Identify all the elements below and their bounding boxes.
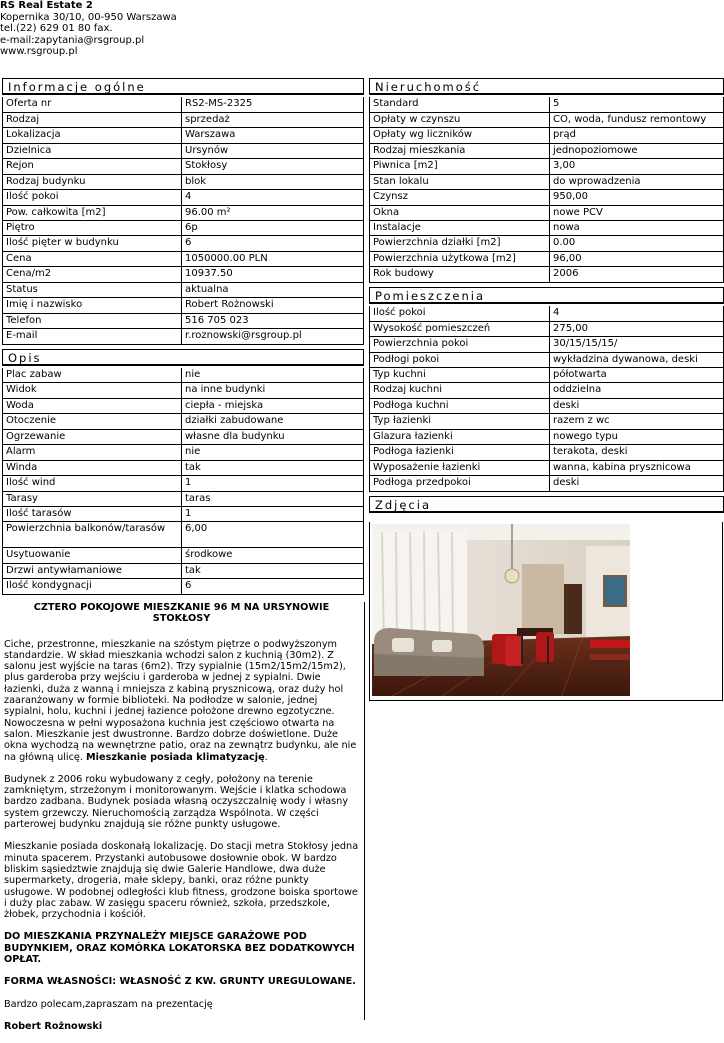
table-row <box>3 97 364 112</box>
table-row <box>3 491 364 506</box>
field-value: prąd <box>550 128 724 143</box>
table-row <box>370 414 724 429</box>
field-label: Winda <box>3 460 182 475</box>
table-row <box>370 112 724 127</box>
field-label: Dzielnica <box>3 143 182 158</box>
field-value: blok <box>182 174 364 189</box>
description-headline: CZTERO POKOJOWE MIESZKANIE 96 M NA URSYNOWIE STOKŁOSY <box>33 602 330 625</box>
table-row <box>3 174 364 189</box>
table-row <box>3 429 364 444</box>
field-value: 3,00 <box>550 159 724 174</box>
table-row <box>370 159 724 174</box>
field-label: Instalacje <box>370 221 550 236</box>
table-row <box>3 190 364 205</box>
field-value: r.roznowski@rsgroup.pl <box>182 329 364 344</box>
field-label: Wysokość pomieszczeń <box>370 321 550 336</box>
column-divider <box>364 602 365 1020</box>
table-row <box>3 445 364 460</box>
field-label: Typ kuchni <box>370 368 550 383</box>
field-label: Piwnica [m2] <box>370 159 550 174</box>
field-value: 4 <box>182 190 364 205</box>
field-value: 6,00 <box>182 522 364 548</box>
field-label: Stan lokalu <box>370 174 550 189</box>
rooms-table <box>369 306 724 492</box>
field-label: Ilość wind <box>3 476 182 491</box>
field-value: 6p <box>182 221 364 236</box>
field-label: Rok budowy <box>370 267 550 282</box>
description-paragraph-6: Bardzo polecam,zapraszam na prezentację <box>4 998 213 1010</box>
field-value: 1050000.00 PLN <box>182 251 364 266</box>
table-row <box>370 251 724 266</box>
field-label: Wyposażenie łazienki <box>370 460 550 475</box>
field-value: 1 <box>182 506 364 521</box>
field-label: Ogrzewanie <box>3 429 182 444</box>
table-row <box>370 337 724 352</box>
field-label: Podłoga łazienki <box>370 445 550 460</box>
field-value: aktualna <box>182 282 364 297</box>
field-label: Podłoga kuchni <box>370 398 550 413</box>
table-row <box>3 329 364 344</box>
field-label: Podłogi pokoi <box>370 352 550 367</box>
table-row <box>370 460 724 475</box>
field-label: Typ łazienki <box>370 414 550 429</box>
field-label: Powierzchnia użytkowa [m2] <box>370 251 550 266</box>
table-row <box>370 190 724 205</box>
right-column <box>369 78 724 513</box>
table-row <box>370 143 724 158</box>
field-value: działki zabudowane <box>182 414 364 429</box>
field-label: Widok <box>3 383 182 398</box>
table-row <box>3 143 364 158</box>
field-value: nie <box>182 368 364 383</box>
field-value: 4 <box>550 306 724 321</box>
table-row <box>3 383 364 398</box>
field-label: Opłaty w czynszu <box>370 112 550 127</box>
field-value: na inne budynki <box>182 383 364 398</box>
field-label: Ilość kondygnacji <box>3 579 182 594</box>
table-row <box>3 205 364 220</box>
field-label: Rodzaj <box>3 112 182 127</box>
table-row <box>370 476 724 491</box>
left-column <box>2 78 364 595</box>
field-label: Alarm <box>3 445 182 460</box>
table-row <box>370 383 724 398</box>
table-row <box>370 128 724 143</box>
field-label: Lokalizacja <box>3 128 182 143</box>
description-paragraph-2: Budynek z 2006 roku wybudowany z cegły, położony na terenie zamkniętym, strzeżonym i monitorowanym. Wejście i klatka schodowa bardzo zadbana. Budynek posiada własną oczyszczalnię wody i własny system grzewczy. Nieruchomością zarządza Wspólnota. W części parterowej budynku znajdują sie różne punkty usługowe. <box>4 773 349 831</box>
table-row <box>370 267 724 282</box>
table-row <box>3 128 364 143</box>
table-row <box>370 205 724 220</box>
field-label: Powierzchnia działki [m2] <box>370 236 550 251</box>
field-value: deski <box>550 398 724 413</box>
field-value: sprzedaż <box>182 112 364 127</box>
field-label: Okna <box>370 205 550 220</box>
field-value: do wprowadzenia <box>550 174 724 189</box>
property-table <box>369 97 724 283</box>
field-label: Otoczenie <box>3 414 182 429</box>
field-value: wanna, kabina prysznicowa <box>550 460 724 475</box>
table-row <box>3 159 364 174</box>
table-row <box>370 174 724 189</box>
field-value: deski <box>550 476 724 491</box>
field-value: nowa <box>550 221 724 236</box>
apartment-photo[interactable] <box>372 524 630 696</box>
table-row <box>3 506 364 521</box>
property-section-title: Nieruchomość <box>369 78 724 95</box>
general-info-table <box>2 97 364 345</box>
opis-section-title: Opis <box>2 349 364 366</box>
rooms-section-title: Pomieszczenia <box>369 287 724 304</box>
table-row <box>370 368 724 383</box>
table-row <box>370 221 724 236</box>
field-value: 96.00 m² <box>182 205 364 220</box>
field-value: środkowe <box>182 548 364 563</box>
description-signature: Robert Rożnowski <box>4 1020 103 1032</box>
field-value: 5 <box>550 97 724 112</box>
field-label: Rodzaj kuchni <box>370 383 550 398</box>
table-row <box>3 236 364 251</box>
field-value: 30/15/15/15/ <box>550 337 724 352</box>
field-label: Podłoga przedpokoi <box>370 476 550 491</box>
field-value: tak <box>182 460 364 475</box>
agency-website: www.rsgroup.pl <box>0 46 78 57</box>
table-row <box>3 460 364 475</box>
field-value: wykładzina dywanowa, deski <box>550 352 724 367</box>
general-section-title: Informacje ogólne <box>2 78 364 95</box>
field-label: Cena <box>3 251 182 266</box>
table-row <box>3 251 364 266</box>
opis-table <box>2 368 364 595</box>
photos-section-title: Zdjęcia <box>369 496 724 513</box>
field-value: razem z wc <box>550 414 724 429</box>
photo-frame <box>369 522 723 701</box>
table-row <box>370 429 724 444</box>
table-row <box>3 579 364 594</box>
field-label: Glazura łazienki <box>370 429 550 444</box>
field-label: Cena/m2 <box>3 267 182 282</box>
field-value: 950,00 <box>550 190 724 205</box>
field-label: Czynsz <box>370 190 550 205</box>
table-row <box>370 445 724 460</box>
table-row <box>3 522 364 548</box>
table-row <box>3 313 364 328</box>
description <box>4 602 359 1043</box>
field-value: jednopoziomowe <box>550 143 724 158</box>
table-row <box>3 282 364 297</box>
field-value: terakota, deski <box>550 445 724 460</box>
table-row <box>3 548 364 563</box>
field-value: Robert Rożnowski <box>182 298 364 313</box>
field-label: Opłaty wg liczników <box>370 128 550 143</box>
field-value: własne dla budynku <box>182 429 364 444</box>
field-value: 6 <box>182 236 364 251</box>
field-label: Powierzchnia balkonów/tarasów <box>3 522 182 548</box>
field-label: Rejon <box>3 159 182 174</box>
field-label: Drzwi antywłamaniowe <box>3 563 182 578</box>
field-value: 2006 <box>550 267 724 282</box>
field-value: tak <box>182 563 364 578</box>
table-row <box>3 398 364 413</box>
field-label: Status <box>3 282 182 297</box>
table-row <box>3 563 364 578</box>
table-row <box>3 368 364 383</box>
field-label: E-mail <box>3 329 182 344</box>
field-label: Powierzchnia pokoi <box>370 337 550 352</box>
description-paragraph-4: DO MIESZKANIA PRZYNALEŻY MIEJSCE GARAŻOWE POD BUDYNKIEM, ORAZ KOMÓRKA LOKATORSKA BEZ DODATKOWYCH OPŁAT. <box>4 931 355 966</box>
field-value: ciepła - miejska <box>182 398 364 413</box>
table-row <box>3 267 364 282</box>
field-label: Ilość tarasów <box>3 506 182 521</box>
field-value: 275,00 <box>550 321 724 336</box>
field-value: CO, woda, fundusz remontowy <box>550 112 724 127</box>
agency-email: e-mail:zapytania@rsgroup.pl <box>0 34 145 46</box>
field-label: Usytuowanie <box>3 548 182 563</box>
field-value: Stokłosy <box>182 159 364 174</box>
field-label: Piętro <box>3 221 182 236</box>
table-row <box>370 306 724 321</box>
agency-address: Kopernika 30/10, 00-950 Warszawa <box>0 11 177 23</box>
field-label: Ilość pięter w budynku <box>3 236 182 251</box>
description-paragraph-3: Mieszkanie posiada doskonałą lokalizację. Do stacji metra Stokłosy jedna minuta spacerem. Przystanki autobusowe dosłownie obok. W bardzo bliskim sąsiedztwie znajdują się dwie Galerie Handlowe, dwa duże supermarkety, drogeria, małe sklepy, banki, oraz różne punkty usługowe. W podobnej odległości klub fitness, grodzone boiska sportowe i duży plac zabaw. W zasięgu spaceru również, szkoła, przedszkole, żłobek, przychodnia i kościół. <box>4 841 359 921</box>
table-row <box>370 321 724 336</box>
table-row <box>3 112 364 127</box>
field-value: nowe PCV <box>550 205 724 220</box>
table-row <box>370 398 724 413</box>
field-label: Telefon <box>3 313 182 328</box>
field-value: 1 <box>182 476 364 491</box>
field-label: Oferta nr <box>3 97 182 112</box>
description-paragraph-5: FORMA WŁASNOŚCI: WŁASNOŚĆ Z KW. GRUNTY UREGULOWANE. <box>4 976 356 988</box>
field-value: 0.00 <box>550 236 724 251</box>
description-paragraph-1: Ciche, przestronne, mieszkanie na szóstym piętrze o podwyższonym standardzie. W skład mieszkania wchodzi salon z kuchnią (30m2). Z salonu jest wyjście na taras (6m2). Trzy sypialnie (15m2/15m2/15m2), plus garderoba przy wejściu i garderoba w jednej z sypialni. Dwie łazienki, duża z wanną i mniejsza z kabiną prysznicową, oraz duży hol zaaranżowany w formie biblioteki. Na podłodze w salonie, jednej sypialni, holu, kuchni i jednej łazience położone drewno egzotyczne. Nowoczesna w pełni wyposażona kuchnia jest częściowo otwarta na salon. Mieszkanie jest dwustronne. Bardzo dobrze doświetlone. Duże okna wychodzą na wewnętrzne patio, oraz na zewnątrz budynku, ale nie na główną ulicę. Mieszkanie posiada klimatyzację. <box>4 638 357 763</box>
field-value: nowego typu <box>550 429 724 444</box>
field-value: nie <box>182 445 364 460</box>
field-value: oddzielna <box>550 383 724 398</box>
field-label: Standard <box>370 97 550 112</box>
field-value: 516 705 023 <box>182 313 364 328</box>
table-row <box>3 298 364 313</box>
table-row <box>3 414 364 429</box>
field-label: Rodzaj mieszkania <box>370 143 550 158</box>
field-value: taras <box>182 491 364 506</box>
field-value: RS2-MS-2325 <box>182 97 364 112</box>
agency-phone: tel.(22) 629 01 80 fax. <box>0 23 113 34</box>
field-value: 6 <box>182 579 364 594</box>
field-value: półotwarta <box>550 368 724 383</box>
field-value: 10937.50 <box>182 267 364 282</box>
table-row <box>3 221 364 236</box>
field-value: Ursynów <box>182 143 364 158</box>
field-value: 96,00 <box>550 251 724 266</box>
field-label: Ilość pokoi <box>3 190 182 205</box>
field-label: Ilość pokoi <box>370 306 550 321</box>
agency-name: RS Real Estate 2 <box>0 0 93 11</box>
field-label: Rodzaj budynku <box>3 174 182 189</box>
field-label: Imię i nazwisko <box>3 298 182 313</box>
field-label: Pow. całkowita [m2] <box>3 205 182 220</box>
table-row <box>370 352 724 367</box>
field-label: Tarasy <box>3 491 182 506</box>
table-row <box>370 97 724 112</box>
agency-header <box>0 0 300 58</box>
table-row <box>370 236 724 251</box>
field-label: Woda <box>3 398 182 413</box>
field-label: Plac zabaw <box>3 368 182 383</box>
table-row <box>3 476 364 491</box>
field-value: Warszawa <box>182 128 364 143</box>
